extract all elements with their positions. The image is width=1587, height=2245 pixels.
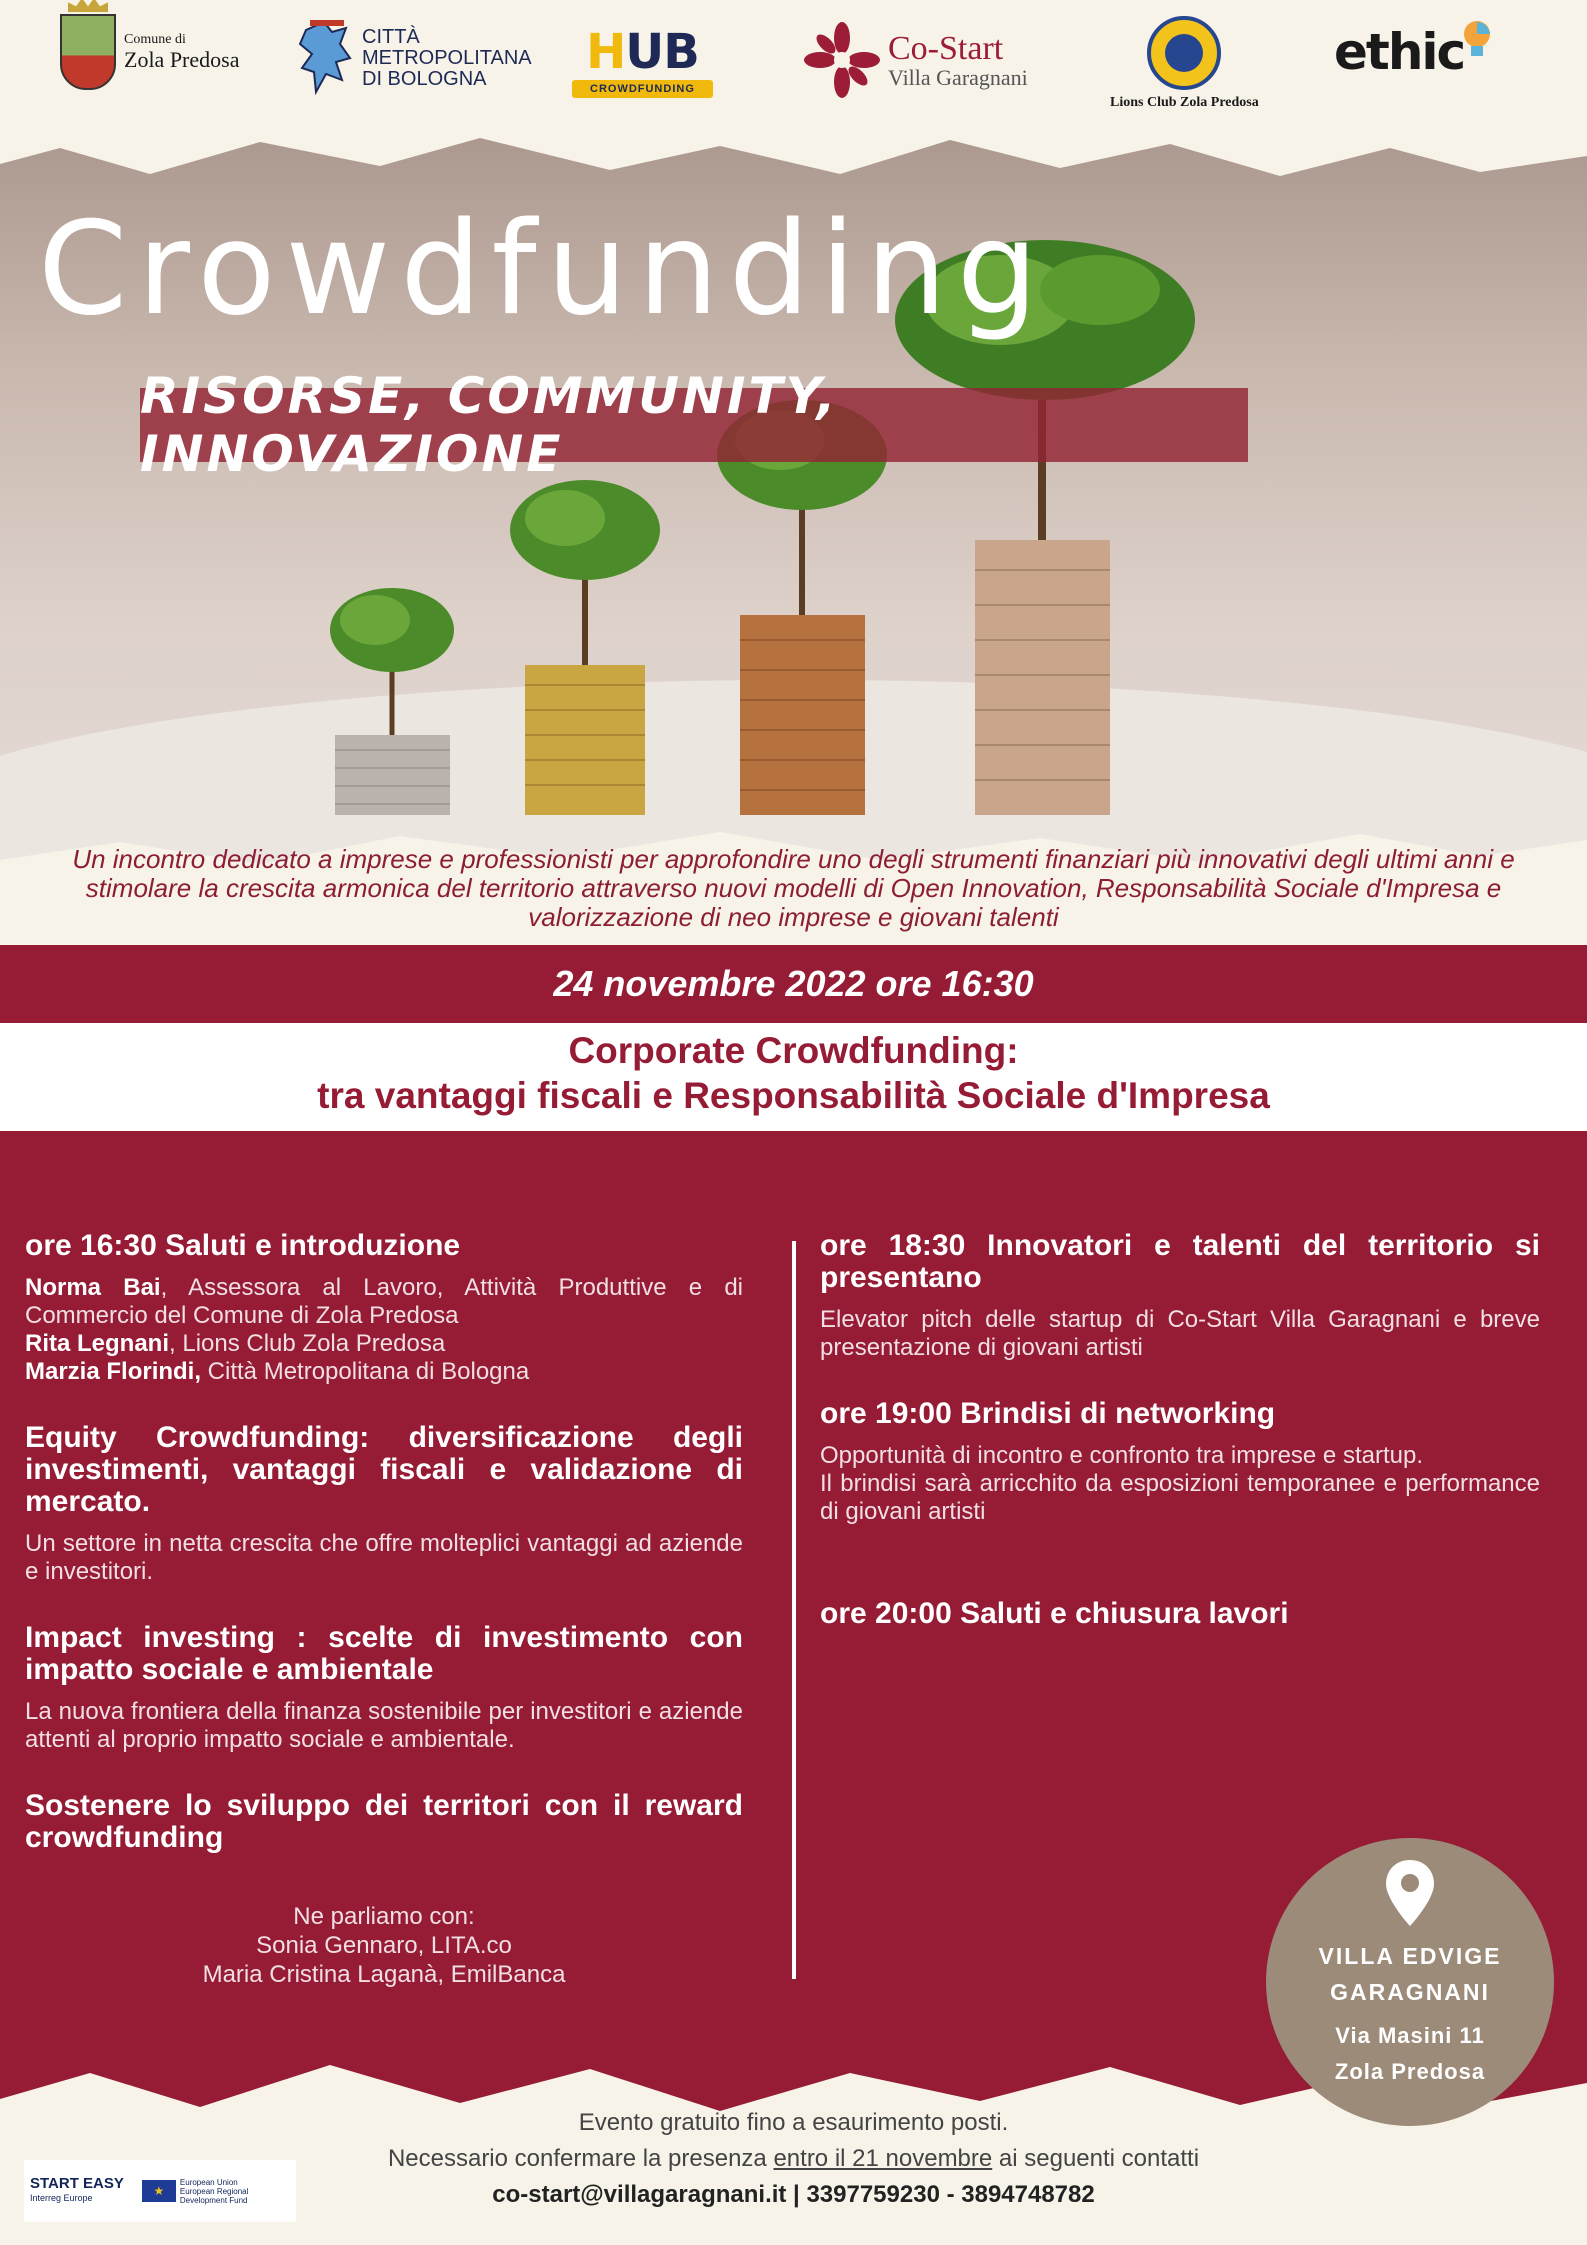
lightbulb-icon bbox=[1462, 20, 1492, 64]
agenda-heading: ore 19:00 Brindisi di networking bbox=[820, 1397, 1276, 1430]
co-start-sub: Villa Garagnani bbox=[888, 65, 1028, 91]
logo-ethic bbox=[1334, 23, 1492, 81]
speaker-name: Marzia Florindi, bbox=[25, 1358, 202, 1385]
start-easy-logo bbox=[24, 2160, 296, 2222]
event-subtitle bbox=[0, 1023, 1587, 1131]
eu-flag-icon: ★ bbox=[142, 2180, 176, 2202]
agenda-text bbox=[820, 1442, 1540, 1526]
lions-emblem-icon bbox=[1147, 16, 1221, 90]
speaker-role: , Lions Club Zola Predosa bbox=[169, 1330, 446, 1357]
coin-stack-2 bbox=[510, 480, 660, 815]
co-start-name: Co-Start bbox=[888, 29, 1004, 67]
speaker-name: Norma Bai bbox=[25, 1274, 161, 1301]
zola-small-label: Comune di bbox=[124, 32, 186, 48]
agenda-text: Un settore in netta crescita che offre molteplici vantaggi ad aziende e investitori. bbox=[25, 1530, 743, 1585]
speakers-intro: Ne parliamo con: bbox=[293, 1903, 475, 1930]
hub-ub-letters: UB bbox=[625, 24, 699, 80]
hub-band-label: CROWDFUNDING bbox=[572, 80, 713, 98]
eu-line: European Regional bbox=[179, 2186, 249, 2196]
eu-line: European Union bbox=[179, 2177, 238, 2187]
speaker-role: , Assessora al Lavoro, Attività Produttive e di Commercio del Comune di Zola Predosa bbox=[25, 1274, 743, 1329]
agenda-right-column bbox=[820, 1230, 1540, 1666]
agenda-text-line: Opportunità di incontro e confronto tra imprese e startup. bbox=[820, 1442, 1423, 1469]
agenda-heading: Impact investing : scelte di investimento con impatto sociale e ambientale bbox=[25, 1621, 743, 1686]
discussion-speakers bbox=[25, 1902, 743, 1989]
bologna-lion-icon bbox=[296, 18, 358, 98]
hub-h-letter: H bbox=[586, 24, 626, 80]
agenda-heading: ore 18:30 Innovatori e talenti del territorio si presentano bbox=[820, 1229, 1540, 1294]
footer-line-1: Evento gratuito fino a esaurimento posti. bbox=[578, 2109, 1009, 2136]
venue-badge bbox=[1266, 1838, 1554, 2126]
speaker-role: Città Metropolitana di Bologna bbox=[201, 1358, 530, 1385]
column-divider bbox=[792, 1241, 796, 1979]
venue-city: Zola Predosa bbox=[1334, 2059, 1486, 2084]
agenda-item bbox=[820, 1398, 1540, 1526]
intro-paragraph: Un incontro dedicato a imprese e professionisti per approfondire uno degli strumenti finanziari più innovativi degli ultimi anni e stimolare la crescita armonica del territorio attraverso nuovi modelli di Open Innovation, Responsabilità Sociale d'Impresa e valorizzazione di neo imprese e giovani talenti bbox=[72, 844, 1515, 932]
event-date: 24 novembre 2022 ore 16:30 bbox=[553, 963, 1034, 1004]
agenda-speakers-intro bbox=[25, 1274, 743, 1386]
hero-section bbox=[0, 120, 1587, 950]
logo-hub-crowdfunding bbox=[572, 24, 713, 98]
speaker-name: Rita Legnani bbox=[25, 1330, 170, 1357]
bologna-line-2: METROPOLITANA bbox=[362, 46, 532, 69]
agenda-heading: Equity Crowdfunding: diversificazione degli investimenti, vantaggi fiscali e validazione di mercato. bbox=[25, 1421, 743, 1518]
lions-caption: Lions Club Zola Predosa bbox=[1110, 95, 1259, 110]
agenda-heading: ore 20:00 Saluti e chiusura lavori bbox=[820, 1597, 1289, 1630]
agenda-item bbox=[25, 1790, 743, 1854]
agenda-item bbox=[820, 1230, 1540, 1362]
co-start-flower-icon bbox=[802, 20, 882, 100]
zola-name-label: Zola Predosa bbox=[124, 46, 240, 72]
subtitle-line-2: tra vantaggi fiscali e Responsabilità Sociale d'Impresa bbox=[317, 1075, 1270, 1116]
agenda-item bbox=[25, 1622, 743, 1754]
agenda-item bbox=[25, 1230, 743, 1386]
agenda-item bbox=[25, 1422, 743, 1586]
footer-contacts[interactable]: co-start@villagaragnani.it | 3397759230 - 3894748782 bbox=[492, 2181, 1095, 2208]
footer-text: ai seguenti contatti bbox=[992, 2145, 1200, 2172]
footer-text: Necessario confermare la presenza bbox=[387, 2145, 774, 2172]
hero-banner-text: RISORSE, COMMUNITY, INNOVAZIONE bbox=[140, 367, 839, 483]
zola-coat-of-arms-icon bbox=[60, 14, 116, 90]
eu-line: Development Fund bbox=[179, 2195, 248, 2205]
subtitle-line-1: Corporate Crowdfunding: bbox=[568, 1030, 1019, 1071]
speaker-line: Sonia Gennaro, LITA.co bbox=[256, 1932, 512, 1959]
ethic-name: ethic bbox=[1334, 23, 1465, 81]
agenda-item bbox=[820, 1598, 1540, 1630]
torn-edge-top bbox=[0, 120, 1587, 188]
bologna-line-1: CITTÀ bbox=[362, 25, 420, 48]
start-easy-sub: Interreg Europe bbox=[30, 2193, 93, 2203]
hero-banner bbox=[140, 367, 1248, 483]
agenda-text: Elevator pitch delle startup di Co-Start Villa Garagnani e breve presentazione di giovani artisti bbox=[820, 1306, 1540, 1361]
venue-street: Via Masini 11 bbox=[1335, 2023, 1485, 2048]
bologna-line-3: DI BOLOGNA bbox=[362, 67, 487, 90]
logo-co-start bbox=[802, 20, 1028, 100]
date-band bbox=[0, 945, 1587, 1023]
agenda-heading: ore 16:30 Saluti e introduzione bbox=[25, 1229, 461, 1262]
logo-lions-club bbox=[1110, 16, 1259, 111]
logo-citta-metropolitana-bologna bbox=[296, 18, 532, 98]
venue-name-2: GARAGNANI bbox=[1330, 1979, 1490, 2005]
logo-comune-zola-predosa bbox=[60, 14, 239, 90]
start-easy-name: START EASY bbox=[30, 2175, 124, 2192]
venue-name-1: VILLA EDVIGE bbox=[1318, 1943, 1502, 1969]
footer-deadline: entro il 21 novembre bbox=[773, 2145, 993, 2172]
speaker-line: Maria Cristina Laganà, EmilBanca bbox=[202, 1961, 566, 1988]
map-pin-icon bbox=[1383, 1858, 1437, 1928]
hero-title: Crowdfunding bbox=[38, 195, 1048, 344]
agenda-text-line: Il brindisi sarà arricchito da esposizioni temporanee e performance di giovani artisti bbox=[820, 1470, 1540, 1525]
agenda-left-column bbox=[25, 1230, 743, 1989]
agenda-text: La nuova frontiera della finanza sostenibile per investitori e aziende attenti al proprio impatto sociale e ambientale. bbox=[25, 1698, 743, 1753]
agenda-heading: Sostenere lo sviluppo dei territori con il reward crowdfunding bbox=[25, 1789, 743, 1854]
